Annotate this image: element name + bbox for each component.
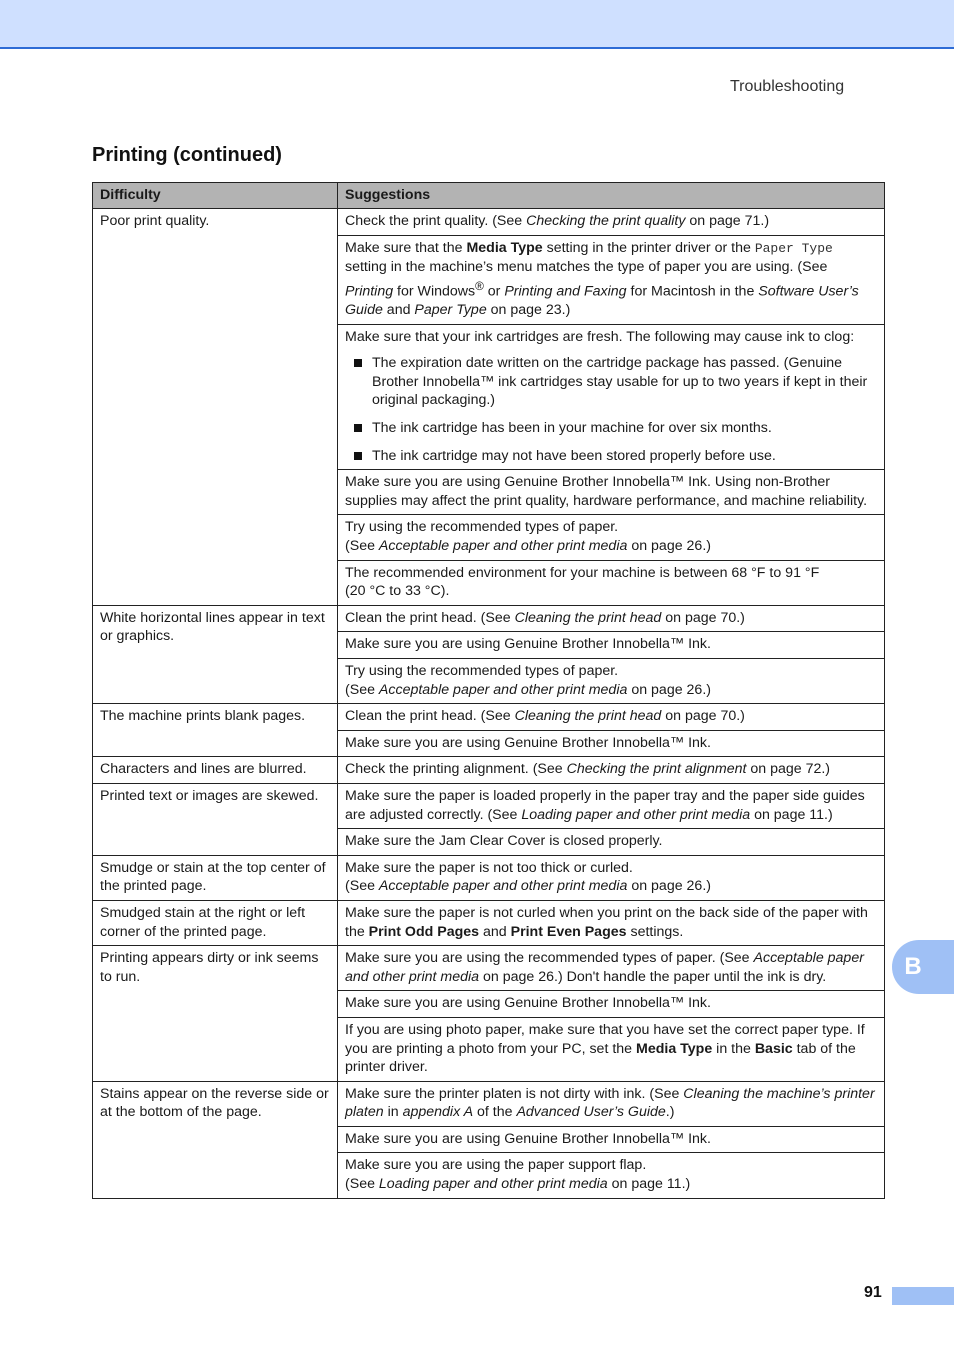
- table-row: [93, 704, 885, 731]
- difficulty-cell: Smudge or stain at the top center of the printed page.: [93, 855, 338, 900]
- table-row: [93, 900, 885, 945]
- table-row: [93, 209, 885, 236]
- page-number-bar: [892, 1287, 954, 1305]
- suggestion-cell: Make sure you are using Genuine Brother Innobella™ Ink.: [338, 1126, 885, 1153]
- troubleshooting-table: [92, 182, 885, 1199]
- suggestion-cell: The recommended environment for your machine is between 68 °F to 91 °F (20 °C to 33 °C).: [338, 560, 885, 605]
- suggestion-cell: Clean the print head. (See Cleaning the print head on page 70.): [338, 704, 885, 731]
- cause-list: [345, 354, 877, 465]
- header-band: [0, 0, 954, 49]
- suggestion-cell: Make sure you are using Genuine Brother Innobella™ Ink.: [338, 730, 885, 757]
- suggestion-cell: [338, 324, 885, 470]
- difficulty-cell: Poor print quality.: [93, 209, 338, 606]
- table-row: [93, 946, 885, 991]
- suggestion-cell: Make sure you are using the recommended types of paper. (See Acceptable paper and other print media on page 26.) Don't handle the paper until the ink is dry.: [338, 946, 885, 991]
- difficulty-cell: Printed text or images are skewed.: [93, 783, 338, 855]
- chapter-tab: B: [892, 940, 954, 994]
- difficulty-cell: Stains appear on the reverse side or at the bottom of the page.: [93, 1081, 338, 1198]
- square-bullet-icon: [354, 452, 362, 460]
- difficulty-cell: Smudged stain at the right or left corner of the printed page.: [93, 900, 338, 945]
- section-title: Troubleshooting: [730, 78, 845, 95]
- page-number: 91: [864, 1284, 882, 1301]
- table-row: [93, 605, 885, 632]
- table-row: [93, 783, 885, 828]
- suggestion-cell: Make sure the paper is not too thick or curled. (See Acceptable paper and other print media on page 26.): [338, 855, 885, 900]
- suggestion-cell: Clean the print head. (See Cleaning the print head on page 70.): [338, 605, 885, 632]
- suggestion-cell: Make sure the paper is not curled when you print on the back side of the paper with the Print Odd Pages and Print Even Pages settings.: [338, 900, 885, 945]
- list-item: The ink cartridge may not have been stored properly before use.: [345, 447, 877, 466]
- suggestion-cell: Make sure the printer platen is not dirty with ink. (See Cleaning the machine’s printer platen in appendix A of the Advanced User’s Guide.): [338, 1081, 885, 1126]
- column-header-difficulty: Difficulty: [93, 183, 338, 209]
- difficulty-cell: The machine prints blank pages.: [93, 704, 338, 757]
- suggestion-intro: Make sure that your ink cartridges are fresh. The following may cause ink to clog:: [345, 328, 855, 345]
- table-row: [93, 1081, 885, 1126]
- table-row: [93, 855, 885, 900]
- square-bullet-icon: [354, 359, 362, 367]
- suggestion-cell: Make sure you are using Genuine Brother Innobella™ Ink. Using non-Brother supplies may affect the print quality, hardware performance, and machine reliability.: [338, 470, 885, 515]
- table-header-row: [93, 183, 885, 209]
- suggestion-cell: Try using the recommended types of paper. (See Acceptable paper and other print media on page 26.): [338, 659, 885, 704]
- list-item: The ink cartridge has been in your machine for over six months.: [345, 419, 877, 438]
- suggestion-cell: Make sure you are using the paper support flap. (See Loading paper and other print media on page 11.): [338, 1153, 885, 1198]
- suggestion-cell: If you are using photo paper, make sure that you have set the correct paper type. If you are printing a photo from your PC, set the Media Type in the Basic tab of the printer driver.: [338, 1017, 885, 1081]
- suggestion-cell: Try using the recommended types of paper. (See Acceptable paper and other print media on page 26.): [338, 515, 885, 560]
- suggestion-cell: Make sure you are using Genuine Brother Innobella™ Ink.: [338, 632, 885, 659]
- column-header-suggestions: Suggestions: [338, 183, 885, 209]
- difficulty-cell: White horizontal lines appear in text or graphics.: [93, 605, 338, 703]
- difficulty-cell: Characters and lines are blurred.: [93, 757, 338, 784]
- difficulty-cell: Printing appears dirty or ink seems to run.: [93, 946, 338, 1082]
- suggestion-cell: Check the print quality. (See Checking the print quality on page 71.): [338, 209, 885, 236]
- page-title: Printing (continued): [92, 144, 282, 166]
- suggestion-cell: Make sure the Jam Clear Cover is closed properly.: [338, 829, 885, 856]
- suggestion-cell: Make sure you are using Genuine Brother Innobella™ Ink.: [338, 991, 885, 1018]
- suggestion-cell: Check the printing alignment. (See Checking the print alignment on page 72.): [338, 757, 885, 784]
- list-item: The expiration date written on the cartridge package has passed. (Genuine Brother Innobella™ ink cartridges stay usable for up to two years if kept in their original packaging.): [345, 354, 877, 410]
- table-row: [93, 757, 885, 784]
- square-bullet-icon: [354, 424, 362, 432]
- suggestion-cell: Make sure that the Media Type setting in the printer driver or the Paper Type setting in the machine’s menu matches the type of paper you are using. (See Printing for Windows® or Printing and Faxing for Macintosh in the Software User’s Guide and Paper Type on page 23.): [338, 235, 885, 324]
- suggestion-cell: Make sure the paper is loaded properly in the paper tray and the paper side guides are adjusted correctly. (See Loading paper and other print media on page 11.): [338, 783, 885, 828]
